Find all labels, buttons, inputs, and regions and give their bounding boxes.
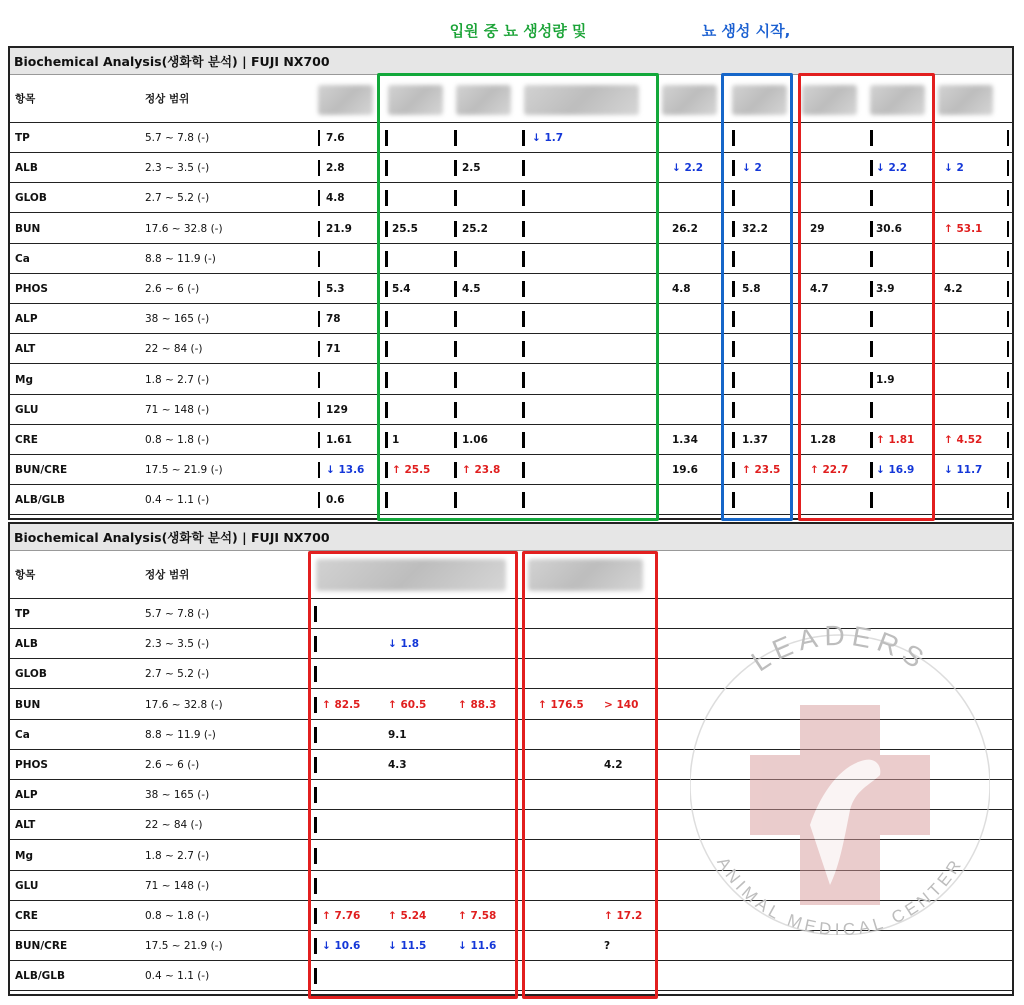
value-cell: ↑ 7.76 — [322, 910, 361, 922]
value-cell: ↓ 16.9 — [876, 464, 915, 477]
watermark-bottom-text: ANIMAL MEDICAL CENTER — [713, 853, 967, 935]
row-range: 38 ~ 165 (-) — [145, 313, 210, 326]
value-cell: 4.8 — [672, 283, 691, 295]
value-cell: ↓ 11.5 — [388, 940, 427, 953]
value-cell: ↓ 11.7 — [944, 464, 983, 477]
row-range: 5.7 ~ 7.8 (-) — [145, 132, 210, 144]
row-range: 2.3 ~ 3.5 (-) — [145, 638, 210, 651]
row-item-label: ALT — [15, 343, 36, 356]
row-item-label: BUN — [15, 222, 41, 235]
highlight-box-urine-start — [721, 73, 793, 521]
row-range: 38 ~ 165 (-) — [145, 789, 210, 802]
annotation-urine-start-line1: 뇨 생성 시작, — [701, 22, 791, 40]
cell-marker — [318, 251, 320, 267]
value-cell: ↓ 1.8 — [388, 638, 420, 651]
value-cell: 78 — [326, 313, 341, 326]
value-cell: ↑ 7.58 — [458, 910, 497, 922]
row-range: 17.6 ~ 32.8 (-) — [145, 222, 223, 235]
watermark-top-text: LEADERS — [745, 619, 935, 678]
row-item-label: CRE — [15, 910, 38, 922]
value-cell: ↑ 60.5 — [388, 698, 427, 711]
value-cell: ↑ 176.5 — [538, 698, 584, 711]
row-item-label: CRE — [15, 434, 38, 446]
row-item-label: BUN/CRE — [15, 464, 68, 477]
value-cell: ↑ 25.5 — [392, 464, 431, 477]
row-range: 22 ~ 84 (-) — [145, 819, 203, 832]
row-item-label: ALB — [15, 638, 38, 651]
value-cell: ↓ 10.6 — [322, 940, 361, 953]
value-cell: 1.9 — [876, 373, 895, 386]
date-header-blurred — [938, 85, 993, 115]
value-cell: ↓ 2 — [944, 162, 964, 175]
value-cell: 4.2 — [944, 283, 963, 295]
cell-marker — [318, 221, 320, 237]
value-cell: ↓ 13.6 — [326, 464, 365, 477]
row-item-label: ALB/GLB — [15, 494, 65, 507]
row-item-label: PHOS — [15, 283, 48, 295]
row-range: 17.5 ~ 21.9 (-) — [145, 464, 223, 477]
value-cell: ↑ 82.5 — [322, 698, 361, 711]
row-item-label: TP — [15, 608, 30, 620]
row-range: 0.8 ~ 1.8 (-) — [145, 910, 210, 922]
value-cell: 5.8 — [742, 283, 761, 295]
row-item-label: BUN — [15, 698, 41, 711]
highlight-box-monitoring — [377, 73, 659, 521]
table-header: Biochemical Analysis(생화학 분석) | FUJI NX700 — [10, 524, 1012, 551]
row-range: 0.8 ~ 1.8 (-) — [145, 434, 210, 446]
col-range-label: 정상 범위 — [145, 569, 190, 581]
row-range: 5.7 ~ 7.8 (-) — [145, 608, 210, 620]
row-item-label: GLU — [15, 879, 39, 892]
row-range: 2.7 ~ 5.2 (-) — [145, 668, 210, 681]
leaders-watermark — [690, 615, 990, 935]
value-cell: ↑ 22.7 — [810, 464, 849, 477]
value-cell: ↑ 23.8 — [462, 464, 501, 477]
value-cell: ↓ 2.2 — [672, 162, 704, 175]
cell-marker — [1007, 492, 1009, 508]
value-cell: 9.1 — [388, 728, 407, 741]
cell-marker — [318, 190, 320, 206]
value-cell: 25.2 — [462, 222, 488, 235]
value-cell: ↓ 1.7 — [532, 132, 564, 144]
value-cell: 0.6 — [326, 494, 345, 507]
cell-marker — [1007, 251, 1009, 267]
row-item-label: Mg — [15, 849, 33, 862]
row-range: 1.8 ~ 2.7 (-) — [145, 849, 210, 862]
value-cell: 71 — [326, 343, 341, 356]
row-item-label: Ca — [15, 252, 30, 265]
cell-marker — [318, 281, 320, 297]
value-cell: 30.6 — [876, 222, 902, 235]
value-cell: 4.2 — [604, 759, 623, 771]
value-cell: 2.8 — [326, 162, 345, 175]
value-cell: 1 — [392, 434, 400, 446]
row-range: 17.5 ~ 21.9 (-) — [145, 940, 223, 953]
value-cell: 4.7 — [810, 283, 829, 295]
cell-marker — [318, 130, 320, 146]
value-cell: ↑ 5.24 — [388, 910, 427, 922]
row-range: 22 ~ 84 (-) — [145, 343, 203, 356]
value-cell: 3.9 — [876, 283, 895, 295]
value-cell: 4.8 — [326, 192, 345, 205]
row-range: 2.3 ~ 3.5 (-) — [145, 162, 210, 175]
cell-marker — [1007, 372, 1009, 388]
date-header-blurred — [662, 85, 717, 115]
annotation-monitoring-line1: 입원 중 뇨 생성량 및 — [449, 22, 587, 40]
cell-marker — [318, 402, 320, 418]
value-cell: ↑ 4.52 — [944, 434, 983, 446]
value-cell: ↑ 17.2 — [604, 910, 643, 922]
value-cell: 4.5 — [462, 283, 481, 295]
value-cell: ↓ 11.6 — [458, 940, 497, 953]
cell-marker — [1007, 341, 1009, 357]
value-cell: 26.2 — [672, 222, 698, 235]
highlight-box-admission — [522, 551, 658, 999]
row-range: 17.6 ~ 32.8 (-) — [145, 698, 223, 711]
row-range: 71 ~ 148 (-) — [145, 879, 210, 892]
cell-marker — [1007, 432, 1009, 448]
watermark-cross-icon — [750, 705, 930, 905]
row-range: 1.8 ~ 2.7 (-) — [145, 373, 210, 386]
value-cell: 1.06 — [462, 434, 488, 446]
cell-marker — [1007, 281, 1009, 297]
value-cell: 19.6 — [672, 464, 698, 477]
value-cell: 2.5 — [462, 162, 481, 175]
cell-marker — [1007, 190, 1009, 206]
cell-marker — [1007, 160, 1009, 176]
row-item-label: PHOS — [15, 759, 48, 771]
row-range: 0.4 ~ 1.1 (-) — [145, 970, 210, 983]
value-cell: 7.6 — [326, 132, 345, 144]
row-item-label: GLOB — [15, 668, 47, 681]
value-cell: ↑ 23.5 — [742, 464, 781, 477]
cell-marker — [1007, 130, 1009, 146]
col-item-label: 항목 — [15, 93, 36, 105]
value-cell: 25.5 — [392, 222, 418, 235]
cell-marker — [318, 160, 320, 176]
cell-marker — [1007, 462, 1009, 478]
row-item-label: ALB — [15, 162, 38, 175]
row-range: 2.7 ~ 5.2 (-) — [145, 192, 210, 205]
cell-marker — [318, 372, 320, 388]
col-range-label: 정상 범위 — [145, 93, 190, 105]
row-item-label: ALT — [15, 819, 36, 832]
row-range: 2.6 ~ 6 (-) — [145, 283, 200, 295]
value-cell: > 140 — [604, 698, 639, 711]
value-cell: ↓ 2 — [742, 162, 762, 175]
col-item-label: 항목 — [15, 569, 36, 581]
value-cell: 1.28 — [810, 434, 836, 446]
value-cell: 5.4 — [392, 283, 411, 295]
row-item-label: BUN/CRE — [15, 940, 68, 953]
row-item-label: Mg — [15, 373, 33, 386]
row-item-label: ALP — [15, 789, 38, 802]
row-item-label: ALP — [15, 313, 38, 326]
row-range: 8.8 ~ 11.9 (-) — [145, 252, 216, 265]
cell-marker — [318, 432, 320, 448]
highlight-box-second-dialysis — [798, 73, 935, 521]
value-cell: ? — [604, 940, 611, 953]
cell-marker — [318, 462, 320, 478]
value-cell: ↑ 53.1 — [944, 222, 983, 235]
value-cell: ↓ 2.2 — [876, 162, 908, 175]
row-item-label: Ca — [15, 728, 30, 741]
value-cell: 21.9 — [326, 222, 352, 235]
cell-marker — [1007, 221, 1009, 237]
row-item-label: TP — [15, 132, 30, 144]
row-item-label: GLOB — [15, 192, 47, 205]
value-cell: 5.3 — [326, 283, 345, 295]
value-cell: 1.37 — [742, 434, 768, 446]
value-cell: ↑ 88.3 — [458, 698, 497, 711]
date-header-blurred — [318, 85, 373, 115]
row-item-label: ALB/GLB — [15, 970, 65, 983]
value-cell: 32.2 — [742, 222, 768, 235]
cell-marker — [1007, 311, 1009, 327]
row-range: 71 ~ 148 (-) — [145, 403, 210, 416]
value-cell: 1.34 — [672, 434, 698, 446]
cell-marker — [318, 492, 320, 508]
value-cell: 4.3 — [388, 759, 407, 771]
highlight-box-first-dialysis — [308, 551, 518, 999]
value-cell: 29 — [810, 222, 825, 235]
cell-marker — [1007, 402, 1009, 418]
value-cell: ↑ 1.81 — [876, 434, 915, 446]
row-item-label: GLU — [15, 403, 39, 416]
row-range: 2.6 ~ 6 (-) — [145, 759, 200, 771]
row-range: 8.8 ~ 11.9 (-) — [145, 728, 216, 741]
value-cell: 1.61 — [326, 434, 352, 446]
table-header: Biochemical Analysis(생화학 분석) | FUJI NX700 — [10, 48, 1012, 75]
cell-marker — [318, 341, 320, 357]
cell-marker — [318, 311, 320, 327]
row-range: 0.4 ~ 1.1 (-) — [145, 494, 210, 507]
value-cell: 129 — [326, 403, 348, 416]
